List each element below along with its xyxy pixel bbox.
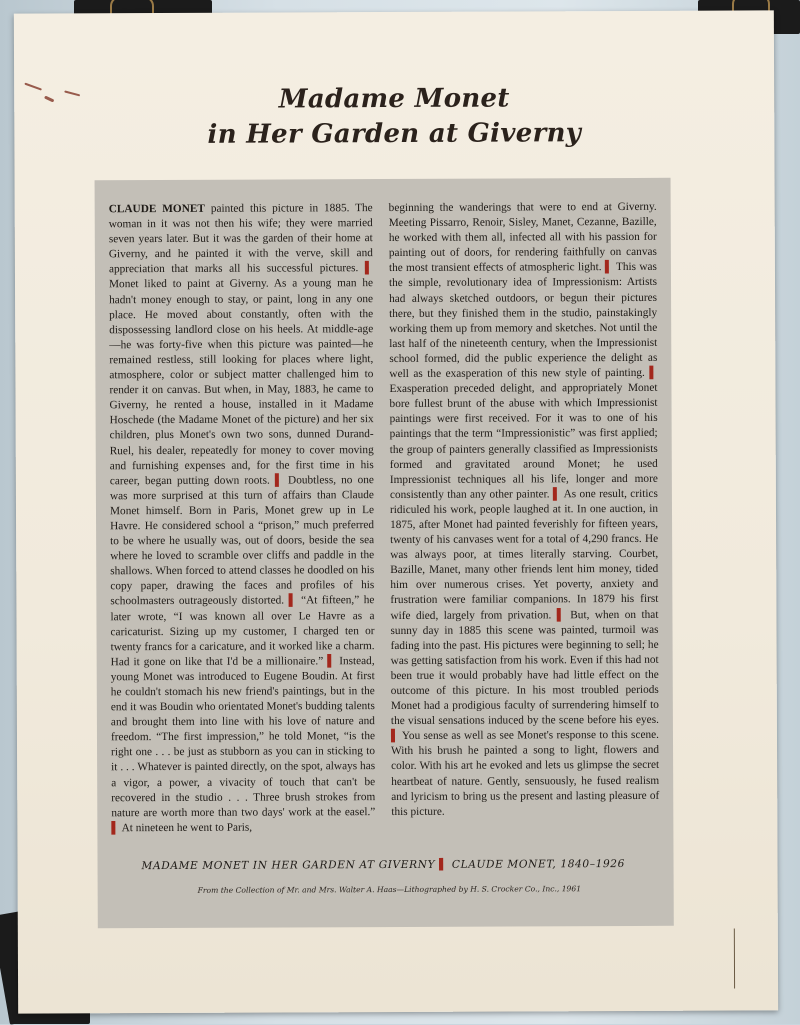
essay-right-column	[389, 200, 660, 820]
essay-paragraph: Monet liked to paint at Giverny. As a young man he hadn't money enough to stay, or paint, long in any one place. He moved about constantly, often with the dispossessing landlord close on his heels. At middle-age—he was forty-five when this picture was painted—he remained restless, still looking for places where light, atmosphere, color or subject matter challenged him to render it on canvas. But when, in May, 1883, he came to Giverny, he rented a house, installed in it Madame Hoschede (the Madame Monet of the picture) and her six children, plus Monet's own two sons, dunned Durand-Ruel, his dealer, repeatedly for money to cover moving and furnishing expenses and, for the first time in his career, began putting down roots.	[108, 277, 374, 487]
essay-left-column	[109, 201, 376, 836]
pilcrow-icon: ▌	[390, 730, 400, 743]
pilcrow-icon: ▌	[649, 366, 658, 379]
pilcrow-icon: ▌	[604, 261, 613, 274]
essay-paragraph: But, when on that sunny day in 1885 this scene was painted, turmoil was fading into the past. His pictures were beginning to sell; he was getting satisfaction from his work. Even if this had not been true it would probably have had little effect on the outcome of this picture. In his most troubled periods Monet had a prodigious faculty of surrendering himself to the visual sensations induced by the scene before his eyes.	[390, 608, 659, 728]
pilcrow-icon: ▌	[274, 474, 283, 487]
caption-artist: CLAUDE MONET, 1840–1926	[451, 858, 625, 871]
pilcrow-icon: ▌	[556, 608, 565, 621]
pilcrow-icon: ▌	[288, 594, 297, 607]
essay-paragraph: At nineteen he went to Paris,	[119, 821, 253, 835]
essay-paragraph: painted this picture in 1885. The woman in it was not then his wife; they were married seven years later. But it was the garden of their home at Giverny, and he painted it with the verve, skill and appreciation that marks all his successful pictures.	[108, 202, 373, 276]
essay-paragraph: Instead, young Monet was introduced to Eugene Boudin. At first he couldn't stomach his new friend's paintings, but in the end it was Boudin who orientated Monet's budding talents and brought them into line with his love of nature and freedom. “The first impression,” he told Monet, “is the right one . . . be just as stubborn as you can in sticking to it . . . Whatever is painted directly, on the spot, always has a vigor, a power, a vivacity of touch that can't be recovered in the studio . . . Three brush strokes from nature are worth more than two days' work at the easel.”	[110, 654, 376, 819]
pilcrow-icon: ▌	[327, 655, 336, 668]
essay-paragraph: “At fifteen,” he later wrote, “I was known all over Le Havre as a caricaturist. Sizing up my customer, I charged ten or twenty francs for a caricature, and it worked like a charm. Had it gone on like that I'd be a millionaire.”	[110, 594, 375, 669]
collection-credit: From the Collection of Mr. and Mrs. Walter A. Haas—Lithographed by H. S. Crocker Co., Inc., 1961	[197, 884, 582, 895]
text-panel	[95, 178, 674, 929]
essay-paragraph: As one result, critics ridiculed his work, people laughed at it. In one auction, in 1875, after Monet had painted feverishly for fifteen years, twenty of his canvases went for a total of 4,290 francs. He was always poor, at times literally starving. Courbet, Bazille, Manet, many other friends lent him money, tided him over numerous crises. Yet poverty, anxiety and frustration were familiar companions. In 1879 his first wife died, largely from privation.	[389, 487, 659, 622]
pencil-mark	[734, 929, 735, 989]
essay-paragraph: Doubtless, no one was more surprised at this turn of affairs than Claude Monet himself. Born in Paris, Monet grew up in Le Havre. He considered school a “prison,” much preferred to be where he usually was, out of doors, beside the sea where he loved to scramble over cliffs and paddle in the shallows. When forced to attend classes he doodled on his copy paper, drawing the faces and profiles of his schoolmasters outrageously distorted.	[109, 473, 375, 608]
poster-title-line1: Madame Monet	[278, 83, 510, 115]
essay-paragraph: This was the simple, revolutionary idea of Impressionism: Artists had always sketched outdoors, or begun their pictures there, but they finished them in the studio, painstakingly working them up from memory and sketches. Not until the last half of the nineteenth century, when the Impressionist school formed, did the public experience the delight as well as the exasperation of this new style of painting.	[388, 261, 658, 381]
essay-paragraph: Exasperation preceded delight, and appropriately Monet bore fullest brunt of the abuse with which Impressionist paintings were first received. For it was to one of his paintings that the term “Impressionistic” was first applied; the group of painters generally classified as Impressionists formed and gravitated around Monet; he used Impressionist techniques all his life, longer and more consistently than any other painter.	[389, 381, 658, 501]
painting-caption	[142, 858, 662, 872]
essay-paragraph: You sense as well as see Monet's response to this scene. With his brush he painted a song to light, flowers and color. With his art he evoked and lets us glimpse the secret heartbeat of nature. Gently, sensuously, he fused realism and lyricism to bring us the present and lasting pleasure of this picture.	[391, 729, 660, 818]
essay-lead: CLAUDE MONET	[108, 202, 205, 216]
caption-title: MADAME MONET IN HER GARDEN AT GIVERNY	[141, 858, 436, 873]
pilcrow-icon: ▌	[364, 262, 373, 275]
pilcrow-icon: ▌	[111, 822, 120, 835]
poster-title-line2: in Her Garden at Giverny	[207, 118, 582, 150]
pilcrow-icon: ▌	[552, 488, 561, 501]
poster-sheet	[14, 10, 778, 1013]
pilcrow-icon: ▌	[439, 858, 448, 871]
essay-paragraph: beginning the wanderings that were to end at Giverny. Meeting Pissarro, Renoir, Sisley, Manet, Cezanne, Bazille, he worked with them all, infected all with his passion for painting out of doors, for rendering faithfully on canvas the most transient effects of atmospheric light.	[388, 200, 657, 275]
